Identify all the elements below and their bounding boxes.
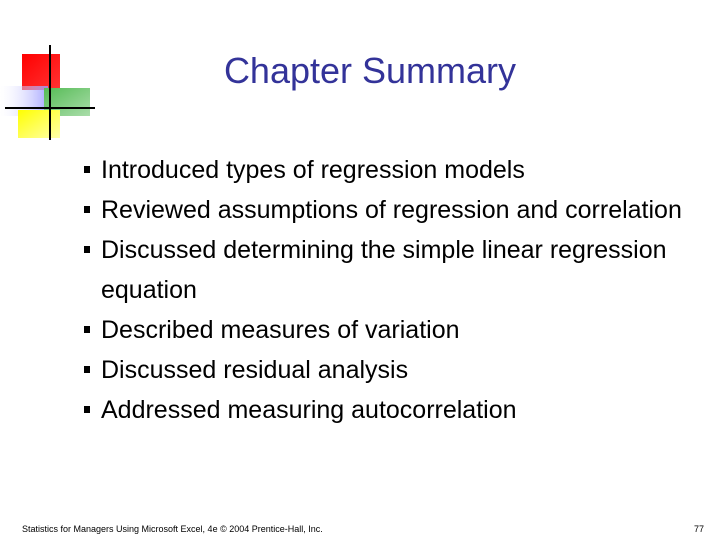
decorative-logo (0, 40, 100, 140)
bullet-text: Addressed measuring autocorrelation (101, 396, 517, 424)
slide-title: Chapter Summary (223, 50, 517, 91)
square-bullet-icon (84, 246, 90, 253)
bullet-text: Reviewed assumptions of regression and correlation (101, 196, 682, 224)
square-bullet-icon (84, 206, 90, 213)
logo-yellow-square (18, 110, 60, 138)
bullet-item (84, 230, 684, 310)
square-bullet-icon (84, 166, 90, 173)
bullet-item (84, 190, 684, 230)
bullet-text: Discussed determining the simple linear regression equation (101, 236, 667, 304)
page-number: 77 (693, 524, 704, 534)
bullet-item (84, 390, 684, 430)
square-bullet-icon (84, 366, 90, 373)
bullet-item (84, 150, 684, 190)
footer-text: Statistics for Managers Using Microsoft Excel, 4e © 2004 Prentice-Hall, Inc. (22, 524, 323, 534)
square-bullet-icon (84, 326, 90, 333)
bullet-text: Introduced types of regression models (101, 156, 525, 184)
logo-red-square (22, 54, 60, 90)
bullet-item (84, 310, 684, 350)
bullet-text: Described measures of variation (101, 316, 460, 344)
bullet-list (84, 150, 684, 430)
square-bullet-icon (84, 406, 90, 413)
bullet-text: Discussed residual analysis (101, 356, 409, 384)
bullet-item (84, 350, 684, 390)
